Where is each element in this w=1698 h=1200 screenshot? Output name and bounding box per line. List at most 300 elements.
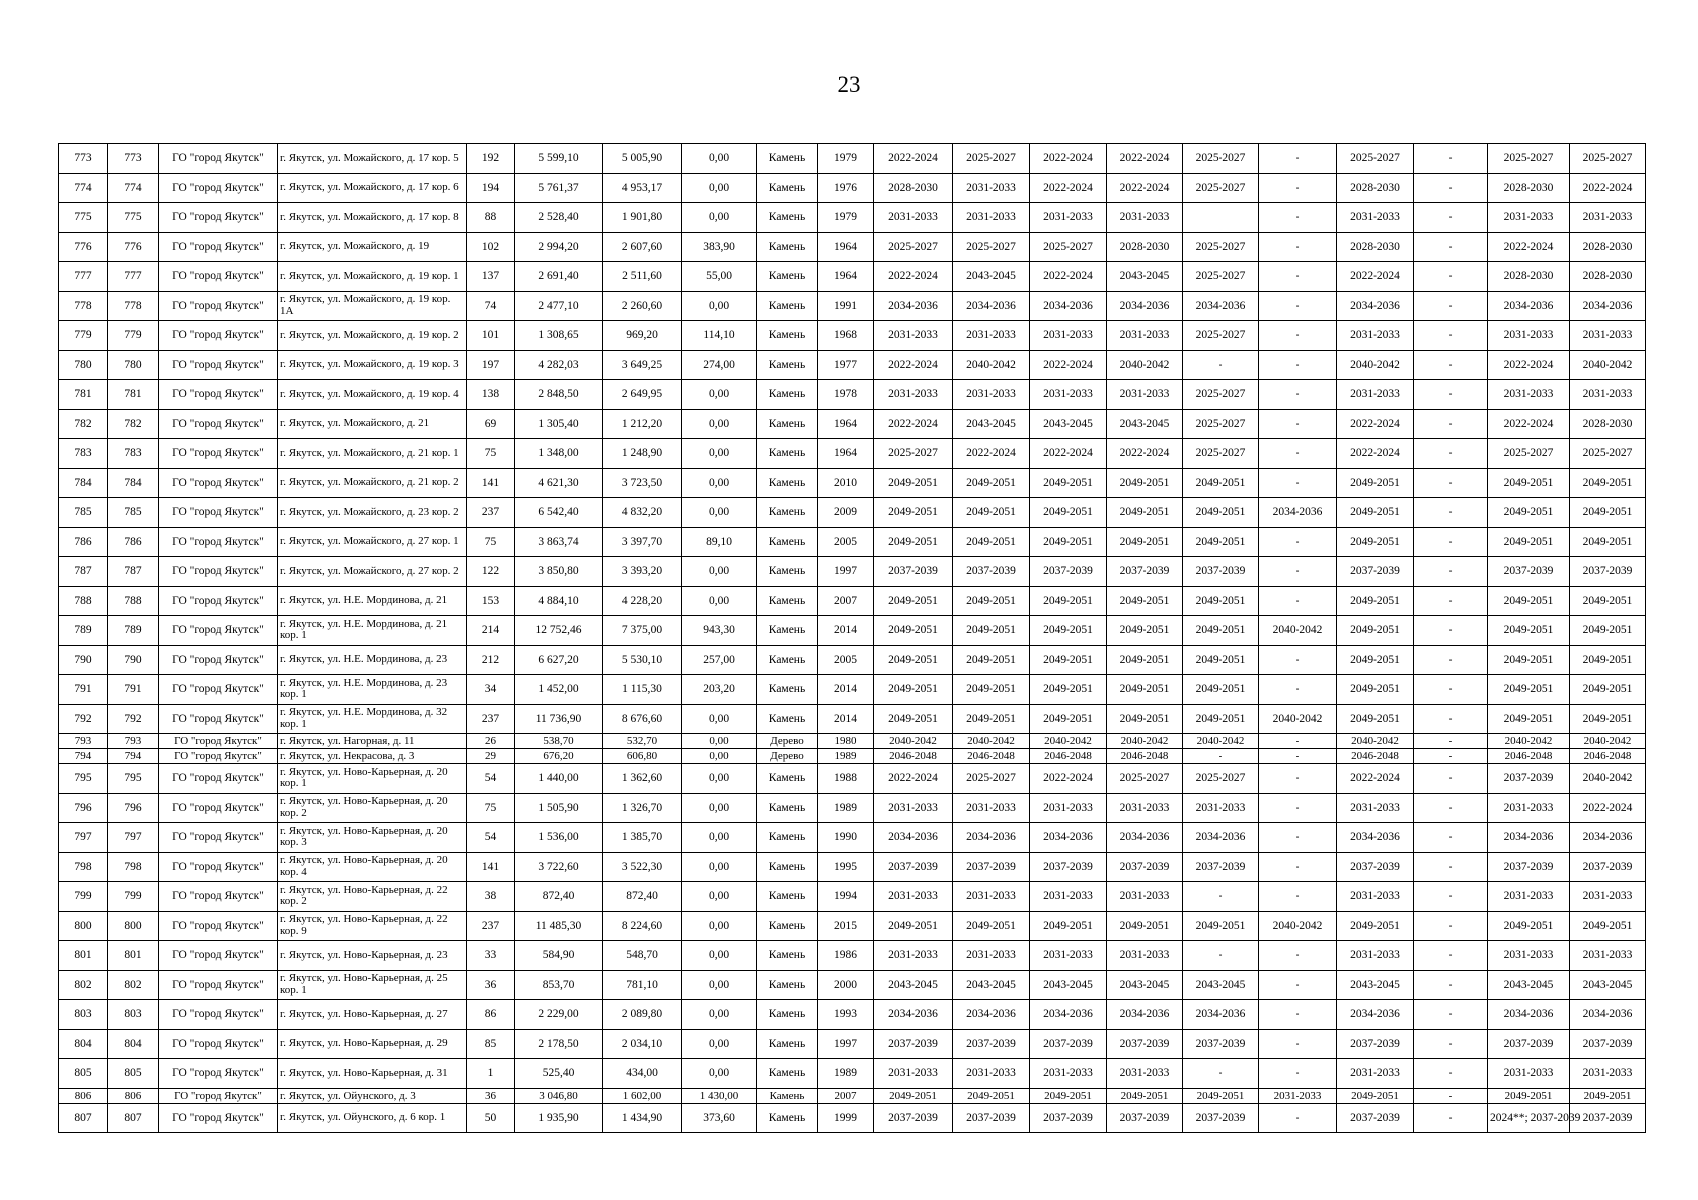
table-cell: 676,20 [515,749,603,764]
table-cell: - [1414,749,1488,764]
table-cell: 2034-2036 [1337,291,1414,321]
table-cell: 2043-2045 [1337,970,1414,1000]
table-cell: 2031-2033 [1337,941,1414,971]
table-cell: - [1183,882,1259,912]
table-cell: ГО "город Якутск" [159,764,278,794]
table-cell: 2049-2051 [874,468,953,498]
table-cell: 2 848,50 [515,380,603,410]
table-cell: 782 [108,409,159,439]
table-cell: - [1414,291,1488,321]
table-cell: Камень [757,498,818,528]
table-cell: 2040-2042 [1570,350,1646,380]
table-cell: 2034-2036 [1337,823,1414,853]
table-cell: 1979 [818,203,874,233]
table-row [59,586,1646,616]
table-cell: 2025-2027 [953,764,1030,794]
table-cell: Камень [757,882,818,912]
table-cell: 2049-2051 [953,911,1030,941]
table-cell: 4 884,10 [515,586,603,616]
table-cell: 2034-2036 [1488,291,1570,321]
table-cell: 2022-2024 [1570,793,1646,823]
table-cell: 2031-2033 [1570,380,1646,410]
table-cell: 2 607,60 [603,232,682,262]
table-cell: ГО "город Якутск" [159,439,278,469]
table-cell: ГО "город Якутск" [159,173,278,203]
table-cell: 2034-2036 [1183,1000,1259,1030]
table-cell: 192 [467,144,515,174]
table-cell: 2049-2051 [953,1088,1030,1103]
table-row [59,144,1646,174]
table-cell: 2022-2024 [1488,232,1570,262]
table-cell: 2049-2051 [953,675,1030,705]
table-cell: 75 [467,793,515,823]
address-cell: г. Якутск, ул. Можайского, д. 27 кор. 2 [278,557,467,587]
table-cell: - [1414,527,1488,557]
table-cell: 1964 [818,409,874,439]
table-cell: 2014 [818,704,874,734]
table-cell: - [1414,764,1488,794]
table-cell: 2022-2024 [1030,439,1107,469]
table-cell: 2046-2048 [1337,749,1414,764]
table-cell: 1968 [818,321,874,351]
table-cell: 781,10 [603,970,682,1000]
table-cell: 137 [467,262,515,292]
table-cell: - [1414,704,1488,734]
address-cell: г. Якутск, ул. Ойунского, д. 3 [278,1088,467,1103]
table-cell: 3 397,70 [603,527,682,557]
table-cell: ГО "город Якутск" [159,941,278,971]
table-cell: 2022-2024 [1337,439,1414,469]
table-cell: 2040-2042 [1337,350,1414,380]
table-cell: 795 [59,764,108,794]
table-cell: 2049-2051 [1030,468,1107,498]
table-cell: 2049-2051 [1488,704,1570,734]
address-cell: г. Якутск, ул. Можайского, д. 19 [278,232,467,262]
table-cell: 2 229,00 [515,1000,603,1030]
table-cell: 55,00 [682,262,757,292]
table-cell: - [1259,262,1337,292]
table-cell: 2031-2033 [953,941,1030,971]
table-cell: 2022-2024 [1030,764,1107,794]
table-cell: 777 [108,262,159,292]
table-cell: 1994 [818,882,874,912]
table-cell: 2031-2033 [1107,941,1183,971]
table-cell: 1 935,90 [515,1103,603,1133]
table-cell: 943,30 [682,616,757,646]
table-cell: 2000 [818,970,874,1000]
table-cell: - [1259,1029,1337,1059]
table-cell: - [1414,557,1488,587]
address-cell: г. Якутск, ул. Можайского, д. 27 кор. 1 [278,527,467,557]
table-cell: 2043-2045 [1107,970,1183,1000]
table-cell: 2031-2033 [953,321,1030,351]
table-row [59,793,1646,823]
table-cell: Камень [757,291,818,321]
table-cell: 2022-2024 [953,439,1030,469]
table-cell: 2028-2030 [874,173,953,203]
table-cell: 1979 [818,144,874,174]
table-cell: 85 [467,1029,515,1059]
table-cell: 2034-2036 [1259,498,1337,528]
table-cell: 2025-2027 [1337,144,1414,174]
table-cell: 0,00 [682,852,757,882]
table-row [59,941,1646,971]
table-cell: 2031-2033 [1030,1059,1107,1089]
table-cell: 1986 [818,941,874,971]
table-cell: - [1414,1059,1488,1089]
table-cell: 2037-2039 [874,557,953,587]
table-cell: ГО "город Якутск" [159,144,278,174]
table-cell: 2034-2036 [874,291,953,321]
table-cell: ГО "город Якутск" [159,527,278,557]
table-cell: 102 [467,232,515,262]
table-cell: - [1414,173,1488,203]
table-cell: 797 [59,823,108,853]
table-cell: - [1259,439,1337,469]
table-cell: Камень [757,675,818,705]
table-cell: 773 [108,144,159,174]
table-cell: 0,00 [682,882,757,912]
table-cell: 2043-2045 [1183,970,1259,1000]
table-cell: 2031-2033 [1488,321,1570,351]
table-cell: 1999 [818,1103,874,1133]
table-cell: 2049-2051 [1107,1088,1183,1103]
table-cell: 2049-2051 [1337,645,1414,675]
table-cell: ГО "город Якутск" [159,749,278,764]
table-cell: 2031-2033 [1570,321,1646,351]
table-cell: 3 850,80 [515,557,603,587]
table-cell: Камень [757,321,818,351]
table-cell: 805 [108,1059,159,1089]
table-cell: 2046-2048 [1570,749,1646,764]
table-cell: - [1414,321,1488,351]
table-cell: 2049-2051 [953,468,1030,498]
table-cell: - [1414,823,1488,853]
table-cell: 38 [467,882,515,912]
table-cell: 2049-2051 [1183,704,1259,734]
table-cell: 2025-2027 [1183,144,1259,174]
table-cell: 2037-2039 [1183,557,1259,587]
table-cell: Камень [757,970,818,1000]
table-cell: 2049-2051 [1337,911,1414,941]
table-cell: - [1259,882,1337,912]
table-cell: 2049-2051 [1183,527,1259,557]
table-cell: 212 [467,645,515,675]
table-cell: 2 994,20 [515,232,603,262]
table-cell: 2031-2033 [874,941,953,971]
table-row [59,882,1646,912]
table-cell: 2031-2033 [1337,380,1414,410]
table-cell: 2031-2033 [1337,882,1414,912]
table-cell: 2049-2051 [1183,616,1259,646]
table-cell: 2034-2036 [1107,291,1183,321]
table-cell: 2025-2027 [1183,173,1259,203]
table-cell: 2037-2039 [1488,852,1570,882]
table-cell: ГО "город Якутск" [159,704,278,734]
table-body [59,144,1646,1133]
table-cell: 0,00 [682,173,757,203]
table-cell: 806 [59,1088,108,1103]
table-row [59,380,1646,410]
table-cell: Камень [757,616,818,646]
table-cell: 2049-2051 [1107,527,1183,557]
table-cell: 2040-2042 [1337,734,1414,749]
table-cell: 1964 [818,439,874,469]
table-cell: 2022-2024 [1337,262,1414,292]
table-cell: - [1259,1103,1337,1133]
table-cell: 785 [108,498,159,528]
table-cell: 3 722,60 [515,852,603,882]
table-cell: 203,20 [682,675,757,705]
table-cell: 803 [108,1000,159,1030]
table-cell: 2049-2051 [1488,675,1570,705]
table-cell: 0,00 [682,793,757,823]
table-cell: 2049-2051 [874,498,953,528]
table-cell: 54 [467,764,515,794]
table-cell: 2034-2036 [1030,291,1107,321]
table-cell: 36 [467,970,515,1000]
table-cell: Камень [757,911,818,941]
table-cell: 0,00 [682,970,757,1000]
table-cell: 2037-2039 [1570,1029,1646,1059]
table-cell: 2025-2027 [1183,380,1259,410]
table-cell: 114,10 [682,321,757,351]
table-cell: 88 [467,203,515,233]
table-cell: 1 115,30 [603,675,682,705]
table-cell: 2031-2033 [874,882,953,912]
table-row [59,203,1646,233]
table-cell: - [1259,557,1337,587]
table-cell: 2025-2027 [1183,764,1259,794]
table-cell: 2031-2033 [1570,203,1646,233]
table-cell: 373,60 [682,1103,757,1133]
table-cell: 2043-2045 [874,970,953,1000]
table-cell: - [1414,144,1488,174]
table-cell: 2037-2039 [874,852,953,882]
table-cell: 194 [467,173,515,203]
table-cell: 2031-2033 [1488,882,1570,912]
table-cell: 2040-2042 [1259,616,1337,646]
table-cell: Камень [757,704,818,734]
table-cell: 34 [467,675,515,705]
table-cell: 2046-2048 [953,749,1030,764]
table-cell: - [1414,262,1488,292]
table-cell: 2046-2048 [1030,749,1107,764]
table-cell: 2049-2051 [1488,468,1570,498]
table-cell: 2034-2036 [874,823,953,853]
table-cell: 2037-2039 [1107,852,1183,882]
address-cell: г. Якутск, ул. Ново-Карьерная, д. 25 кор. 1 [278,970,467,1000]
table-cell: 2025-2027 [953,232,1030,262]
table-cell: 2037-2039 [1337,1029,1414,1059]
table-cell: 2025-2027 [953,144,1030,174]
table-cell: 2037-2039 [1183,1029,1259,1059]
table-cell: - [1259,468,1337,498]
table-cell: 0,00 [682,498,757,528]
table-cell: ГО "город Якутск" [159,586,278,616]
table-cell: 2037-2039 [1570,1103,1646,1133]
table-cell: - [1259,823,1337,853]
table-cell: 2028-2030 [1570,232,1646,262]
table-cell: 2025-2027 [1488,144,1570,174]
table-cell: 2031-2033 [1030,941,1107,971]
housing-register-table [58,143,1646,1133]
table-cell: 237 [467,498,515,528]
address-cell: г. Якутск, ул. Н.Е. Мординова, д. 21 [278,586,467,616]
address-cell: г. Якутск, ул. Можайского, д. 21 кор. 1 [278,439,467,469]
table-cell: 796 [59,793,108,823]
table-cell: 1 434,90 [603,1103,682,1133]
table-cell: Камень [757,1029,818,1059]
table-cell: 2037-2039 [1107,557,1183,587]
table-cell: 2034-2036 [1570,1000,1646,1030]
table-cell: 2037-2039 [1183,852,1259,882]
table-cell: 2 511,60 [603,262,682,292]
table-row [59,409,1646,439]
table-cell: 2025-2027 [1107,764,1183,794]
table-cell: 2031-2033 [1488,793,1570,823]
table-cell: 2040-2042 [1259,704,1337,734]
table-cell: 2025-2027 [1570,144,1646,174]
table-cell: 804 [108,1029,159,1059]
table-cell: 2031-2033 [953,203,1030,233]
table-cell: 2034-2036 [1337,1000,1414,1030]
table-cell: 2031-2033 [953,793,1030,823]
address-cell: г. Якутск, ул. Ново-Карьерная, д. 20 кор. 1 [278,764,467,794]
table-cell: 2031-2033 [874,203,953,233]
table-cell: - [1259,852,1337,882]
table-cell: - [1259,675,1337,705]
table-cell: 2037-2039 [1570,852,1646,882]
table-cell: 2022-2024 [874,409,953,439]
table-cell: 2031-2033 [1488,203,1570,233]
table-cell: 29 [467,749,515,764]
table-cell: 2040-2042 [1259,911,1337,941]
table-cell: 2028-2030 [1488,262,1570,292]
table-cell: 2 477,10 [515,291,603,321]
table-cell: 799 [59,882,108,912]
table-cell: 2028-2030 [1488,173,1570,203]
table-cell: 3 393,20 [603,557,682,587]
table-cell: 2049-2051 [1030,645,1107,675]
table-cell: Дерево [757,734,818,749]
table-cell: 1 212,20 [603,409,682,439]
table-cell: 89,10 [682,527,757,557]
table-cell: - [1414,1000,1488,1030]
table-cell: 2037-2039 [1183,1103,1259,1133]
table-cell: 0,00 [682,380,757,410]
table-cell: 2031-2033 [1570,1059,1646,1089]
table-cell: 237 [467,704,515,734]
table-cell: 2049-2051 [1183,498,1259,528]
table-cell: 2031-2033 [1488,380,1570,410]
table-cell: 774 [59,173,108,203]
table-cell: 2043-2045 [953,262,1030,292]
table-cell: 69 [467,409,515,439]
table-cell: 2043-2045 [1107,262,1183,292]
table-cell: 791 [108,675,159,705]
table-row [59,232,1646,262]
table-cell: 0,00 [682,203,757,233]
table-cell: - [1414,1088,1488,1103]
table-cell: 86 [467,1000,515,1030]
table-row [59,616,1646,646]
table-row [59,852,1646,882]
table-cell: 2049-2051 [953,704,1030,734]
table-cell: 2049-2051 [953,586,1030,616]
table-cell: 2034-2036 [1183,823,1259,853]
table-cell: 101 [467,321,515,351]
table-cell: 2031-2033 [953,882,1030,912]
table-cell: 804 [59,1029,108,1059]
table-cell: 1 385,70 [603,823,682,853]
table-cell: 2 089,80 [603,1000,682,1030]
table-cell: 2049-2051 [1030,1088,1107,1103]
table-cell: 783 [59,439,108,469]
table-cell: 5 005,90 [603,144,682,174]
table-cell: 779 [108,321,159,351]
address-cell: г. Якутск, ул. Некрасова, д. 3 [278,749,467,764]
table-cell: 1 440,00 [515,764,603,794]
table-cell: 1 308,65 [515,321,603,351]
table-cell: 2022-2024 [1337,409,1414,439]
table-cell: 26 [467,734,515,749]
table-cell: 138 [467,380,515,410]
table-cell: 2007 [818,586,874,616]
table-cell: 0,00 [682,734,757,749]
table-cell: Камень [757,1059,818,1089]
table-cell: 2040-2042 [874,734,953,749]
table-cell: 0,00 [682,941,757,971]
table-cell: 2034-2036 [1183,291,1259,321]
table-cell: 2031-2033 [953,173,1030,203]
table-cell: ГО "город Якутск" [159,262,278,292]
table-cell: 3 863,74 [515,527,603,557]
table-cell: 4 621,30 [515,468,603,498]
table-row [59,823,1646,853]
table-cell: - [1259,409,1337,439]
table-cell: ГО "город Якутск" [159,1059,278,1089]
table-cell: 2049-2051 [874,586,953,616]
table-cell: 789 [108,616,159,646]
table-cell: Камень [757,527,818,557]
table-cell: 2049-2051 [1337,704,1414,734]
table-cell: 2 649,95 [603,380,682,410]
table-cell: 2049-2051 [953,498,1030,528]
table-cell: 2037-2039 [1030,1029,1107,1059]
table-cell: 2022-2024 [1030,173,1107,203]
table-cell: ГО "город Якутск" [159,882,278,912]
table-cell: 2 691,40 [515,262,603,292]
address-cell: г. Якутск, ул. Ново-Карьерная, д. 27 [278,1000,467,1030]
table-row [59,645,1646,675]
table-cell: ГО "город Якутск" [159,675,278,705]
table-cell: 50 [467,1103,515,1133]
table-cell: ГО "город Якутск" [159,1088,278,1103]
table-row [59,527,1646,557]
table-cell: 2009 [818,498,874,528]
table-cell: Камень [757,941,818,971]
table-cell: 0,00 [682,291,757,321]
table-cell: 75 [467,527,515,557]
table-cell: 2028-2030 [1337,173,1414,203]
table-cell: 2049-2051 [874,645,953,675]
table-cell: 2031-2033 [1030,882,1107,912]
table-cell: - [1414,468,1488,498]
table-cell: 785 [59,498,108,528]
table-cell: 777 [59,262,108,292]
address-cell: г. Якутск, ул. Н.Е. Мординова, д. 23 кор. 1 [278,675,467,705]
